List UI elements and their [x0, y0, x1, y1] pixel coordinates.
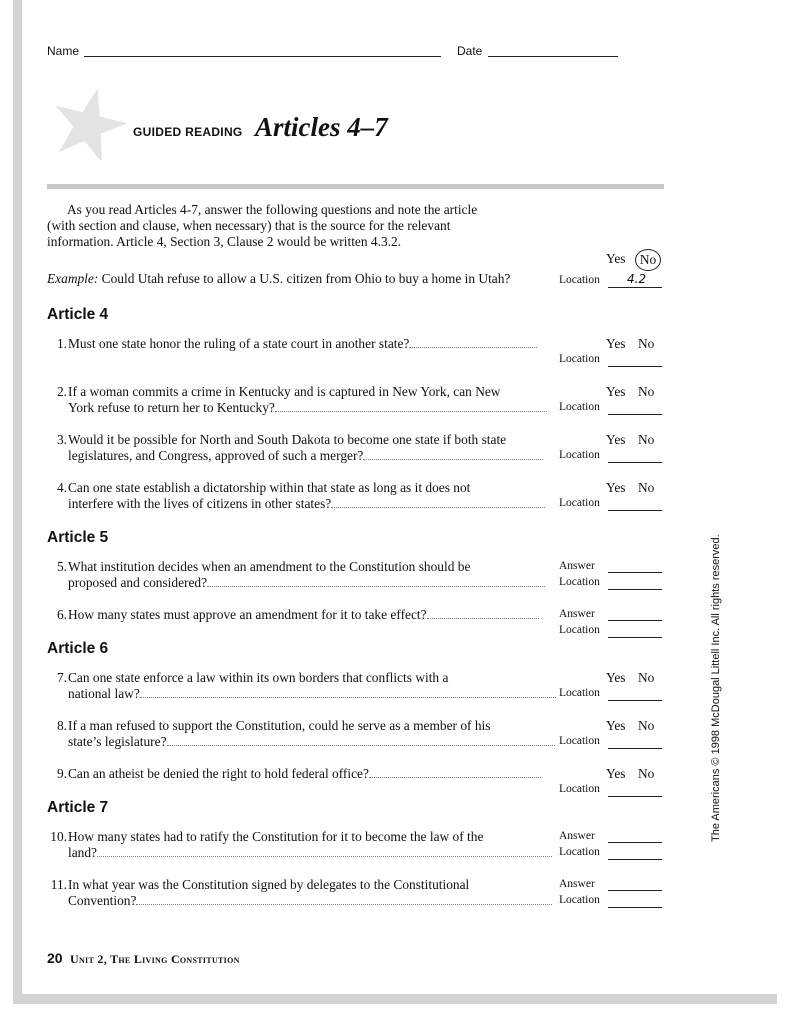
date-field[interactable]: [488, 56, 618, 57]
q3-no-option[interactable]: No: [638, 432, 655, 447]
q6-location-field[interactable]: [608, 637, 662, 638]
q4-location-label: Location: [559, 497, 600, 509]
question-11: 11.In what year was the Constitution signed by delegates to the Constitutional Convention?: [47, 877, 562, 909]
q1-location-label: Location: [559, 353, 600, 365]
q4-no-option[interactable]: No: [638, 480, 655, 495]
question-text-line2: national law?: [68, 686, 140, 701]
date-label: Date: [457, 44, 483, 58]
q3-location-label: Location: [559, 449, 600, 461]
q10-location-field[interactable]: [608, 859, 662, 860]
q11-answer-field[interactable]: [608, 890, 662, 891]
q9-no-option[interactable]: No: [638, 766, 655, 781]
question-text-line1: Can one state enforce a law within its own borders that conflicts with a: [68, 670, 449, 685]
dotted-leader: [369, 777, 541, 778]
q5-location-field[interactable]: [608, 589, 662, 590]
unit-title: Unit 2, The Living Constitution: [70, 952, 240, 966]
q6-answer-label: Answer: [559, 608, 595, 620]
question-text: Must one state honor the ruling of a state court in another state?: [68, 336, 410, 351]
dotted-leader: [331, 507, 545, 508]
example-location-value: 4.2: [627, 272, 647, 286]
q8-location-field[interactable]: [608, 748, 662, 749]
question-4: 4.Can one state establish a dictatorship within that state as long as it does not interfere with the lives of citizens in other states?: [47, 480, 562, 512]
heading-article-4: Article 4: [47, 306, 109, 323]
example-text: Could Utah refuse to allow a U.S. citizen from Ohio to buy a home in Utah?: [101, 271, 511, 286]
q4-location-field[interactable]: [608, 510, 662, 511]
instructions: As you read Articles 4-7, answer the following questions and note the article (with section and clause, when necessary) that is the source for the relevant information. Article 4, Section 3, Clause 2 would be written 4.3.2.: [47, 202, 478, 249]
q2-no-option[interactable]: No: [638, 384, 655, 399]
copyright-notice: The Americans © 1998 McDougal Littell Inc. All rights reserved.: [710, 534, 722, 842]
question-text-line2: land?: [68, 845, 97, 860]
question-text-line2: York refuse to return her to Kentucky?: [68, 400, 275, 415]
q9-location-label: Location: [559, 783, 600, 795]
heading-article-6: Article 6: [47, 640, 109, 657]
name-field[interactable]: [84, 56, 441, 57]
question-text-line1: If a woman commits a crime in Kentucky and is captured in New York, can New: [68, 384, 501, 399]
q10-answer-label: Answer: [559, 830, 595, 842]
question-10: 10.How many states had to ratify the Constitution for it to become the law of the land?: [47, 829, 562, 861]
heading-article-7: Article 7: [47, 799, 109, 816]
q1-location-field[interactable]: [608, 366, 662, 367]
q7-location-label: Location: [559, 687, 600, 699]
q8-yes-option[interactable]: Yes: [606, 718, 626, 733]
q3-yes-option[interactable]: Yes: [606, 432, 626, 447]
q6-answer-field[interactable]: [608, 620, 662, 621]
question-text-line2: state’s legislature?: [68, 734, 167, 749]
question-text-line2: interfere with the lives of citizens in other states?: [68, 496, 332, 511]
dotted-leader: [167, 745, 555, 746]
example-no-circled: No: [635, 249, 661, 271]
q9-yes-option[interactable]: Yes: [606, 766, 626, 781]
q11-location-label: Location: [559, 894, 600, 906]
question-text: Can an atheist be denied the right to hold federal office?: [68, 766, 369, 781]
question-text-line1: What institution decides when an amendment to the Constitution should be: [68, 559, 471, 574]
question-text: How many states must approve an amendment for it to take effect?: [68, 607, 427, 622]
q5-answer-label: Answer: [559, 560, 595, 572]
example-question: [47, 271, 510, 287]
q8-no-option[interactable]: No: [638, 718, 655, 733]
question-text-line1: Would it be possible for North and South Dakota to become one state if both state: [68, 432, 507, 447]
question-7: 7.Can one state enforce a law within its own borders that conflicts with a national law?: [47, 670, 562, 702]
q1-no-option[interactable]: No: [638, 336, 655, 351]
question-6: 6.How many states must approve an amendment for it to take effect?: [47, 607, 562, 623]
q10-answer-field[interactable]: [608, 842, 662, 843]
q8-location-label: Location: [559, 735, 600, 747]
q2-yes-option[interactable]: Yes: [606, 384, 626, 399]
q7-yes-option[interactable]: Yes: [606, 670, 626, 685]
q4-yes-option[interactable]: Yes: [606, 480, 626, 495]
dotted-leader: [207, 586, 545, 587]
q6-location-label: Location: [559, 624, 600, 636]
question-3: 3.Would it be possible for North and South Dakota to become one state if both state legislatures, and Congress, approved of such a merger?: [47, 432, 562, 464]
q3-location-field[interactable]: [608, 462, 662, 463]
dotted-leader: [136, 904, 552, 905]
left-border: [13, 0, 22, 1004]
name-label: Name: [47, 44, 80, 58]
dotted-leader: [409, 347, 537, 348]
q7-location-field[interactable]: [608, 700, 662, 701]
question-1: 1.Must one state honor the ruling of a state court in another state?: [47, 336, 562, 352]
page-title: Articles 4–7: [255, 112, 388, 142]
q9-location-field[interactable]: [608, 796, 662, 797]
question-9: 9.Can an atheist be denied the right to hold federal office?: [47, 766, 562, 782]
example-yes: Yes: [606, 251, 626, 266]
heading-article-5: Article 5: [47, 529, 109, 546]
guided-reading-label: GUIDED READING: [133, 125, 243, 139]
q5-answer-field[interactable]: [608, 572, 662, 573]
title-divider: [47, 184, 664, 189]
example-location-label: Location: [559, 274, 600, 286]
question-text-line1: How many states had to ratify the Constitution for it to become the law of the: [68, 829, 484, 844]
q2-location-field[interactable]: [608, 414, 662, 415]
bottom-border: [13, 994, 777, 1004]
example-label: Example:: [47, 271, 99, 286]
question-text-line2: legislatures, and Congress, approved of such a merger?: [68, 448, 364, 463]
q2-location-label: Location: [559, 401, 600, 413]
question-8: 8.If a man refused to support the Constitution, could he serve as a member of his state’s legislature?: [47, 718, 562, 750]
question-text-line1: If a man refused to support the Constitution, could he serve as a member of his: [68, 718, 491, 733]
page-number: 20: [47, 950, 63, 966]
question-text-line1: Can one state establish a dictatorship within that state as long as it does not: [68, 480, 471, 495]
dotted-leader: [97, 856, 552, 857]
dotted-leader: [275, 411, 547, 412]
question-text-line2: Convention?: [68, 893, 137, 908]
q7-no-option[interactable]: No: [638, 670, 655, 685]
q1-yes-option[interactable]: Yes: [606, 336, 626, 351]
dotted-leader: [140, 697, 556, 698]
question-text-line2: proposed and considered?: [68, 575, 208, 590]
star-icon: [52, 86, 126, 160]
example-location-field: [608, 287, 662, 288]
dotted-leader: [363, 459, 543, 460]
question-text-line1: In what year was the Constitution signed by delegates to the Constitutional: [68, 877, 470, 892]
q11-location-field[interactable]: [608, 907, 662, 908]
q5-location-label: Location: [559, 576, 600, 588]
question-2: 2.If a woman commits a crime in Kentucky and is captured in New York, can New York refuse to return her to Kentucky?: [47, 384, 562, 416]
dotted-leader: [427, 618, 539, 619]
q10-location-label: Location: [559, 846, 600, 858]
question-5: 5.What institution decides when an amendment to the Constitution should be proposed and considered?: [47, 559, 562, 591]
q11-answer-label: Answer: [559, 878, 595, 890]
